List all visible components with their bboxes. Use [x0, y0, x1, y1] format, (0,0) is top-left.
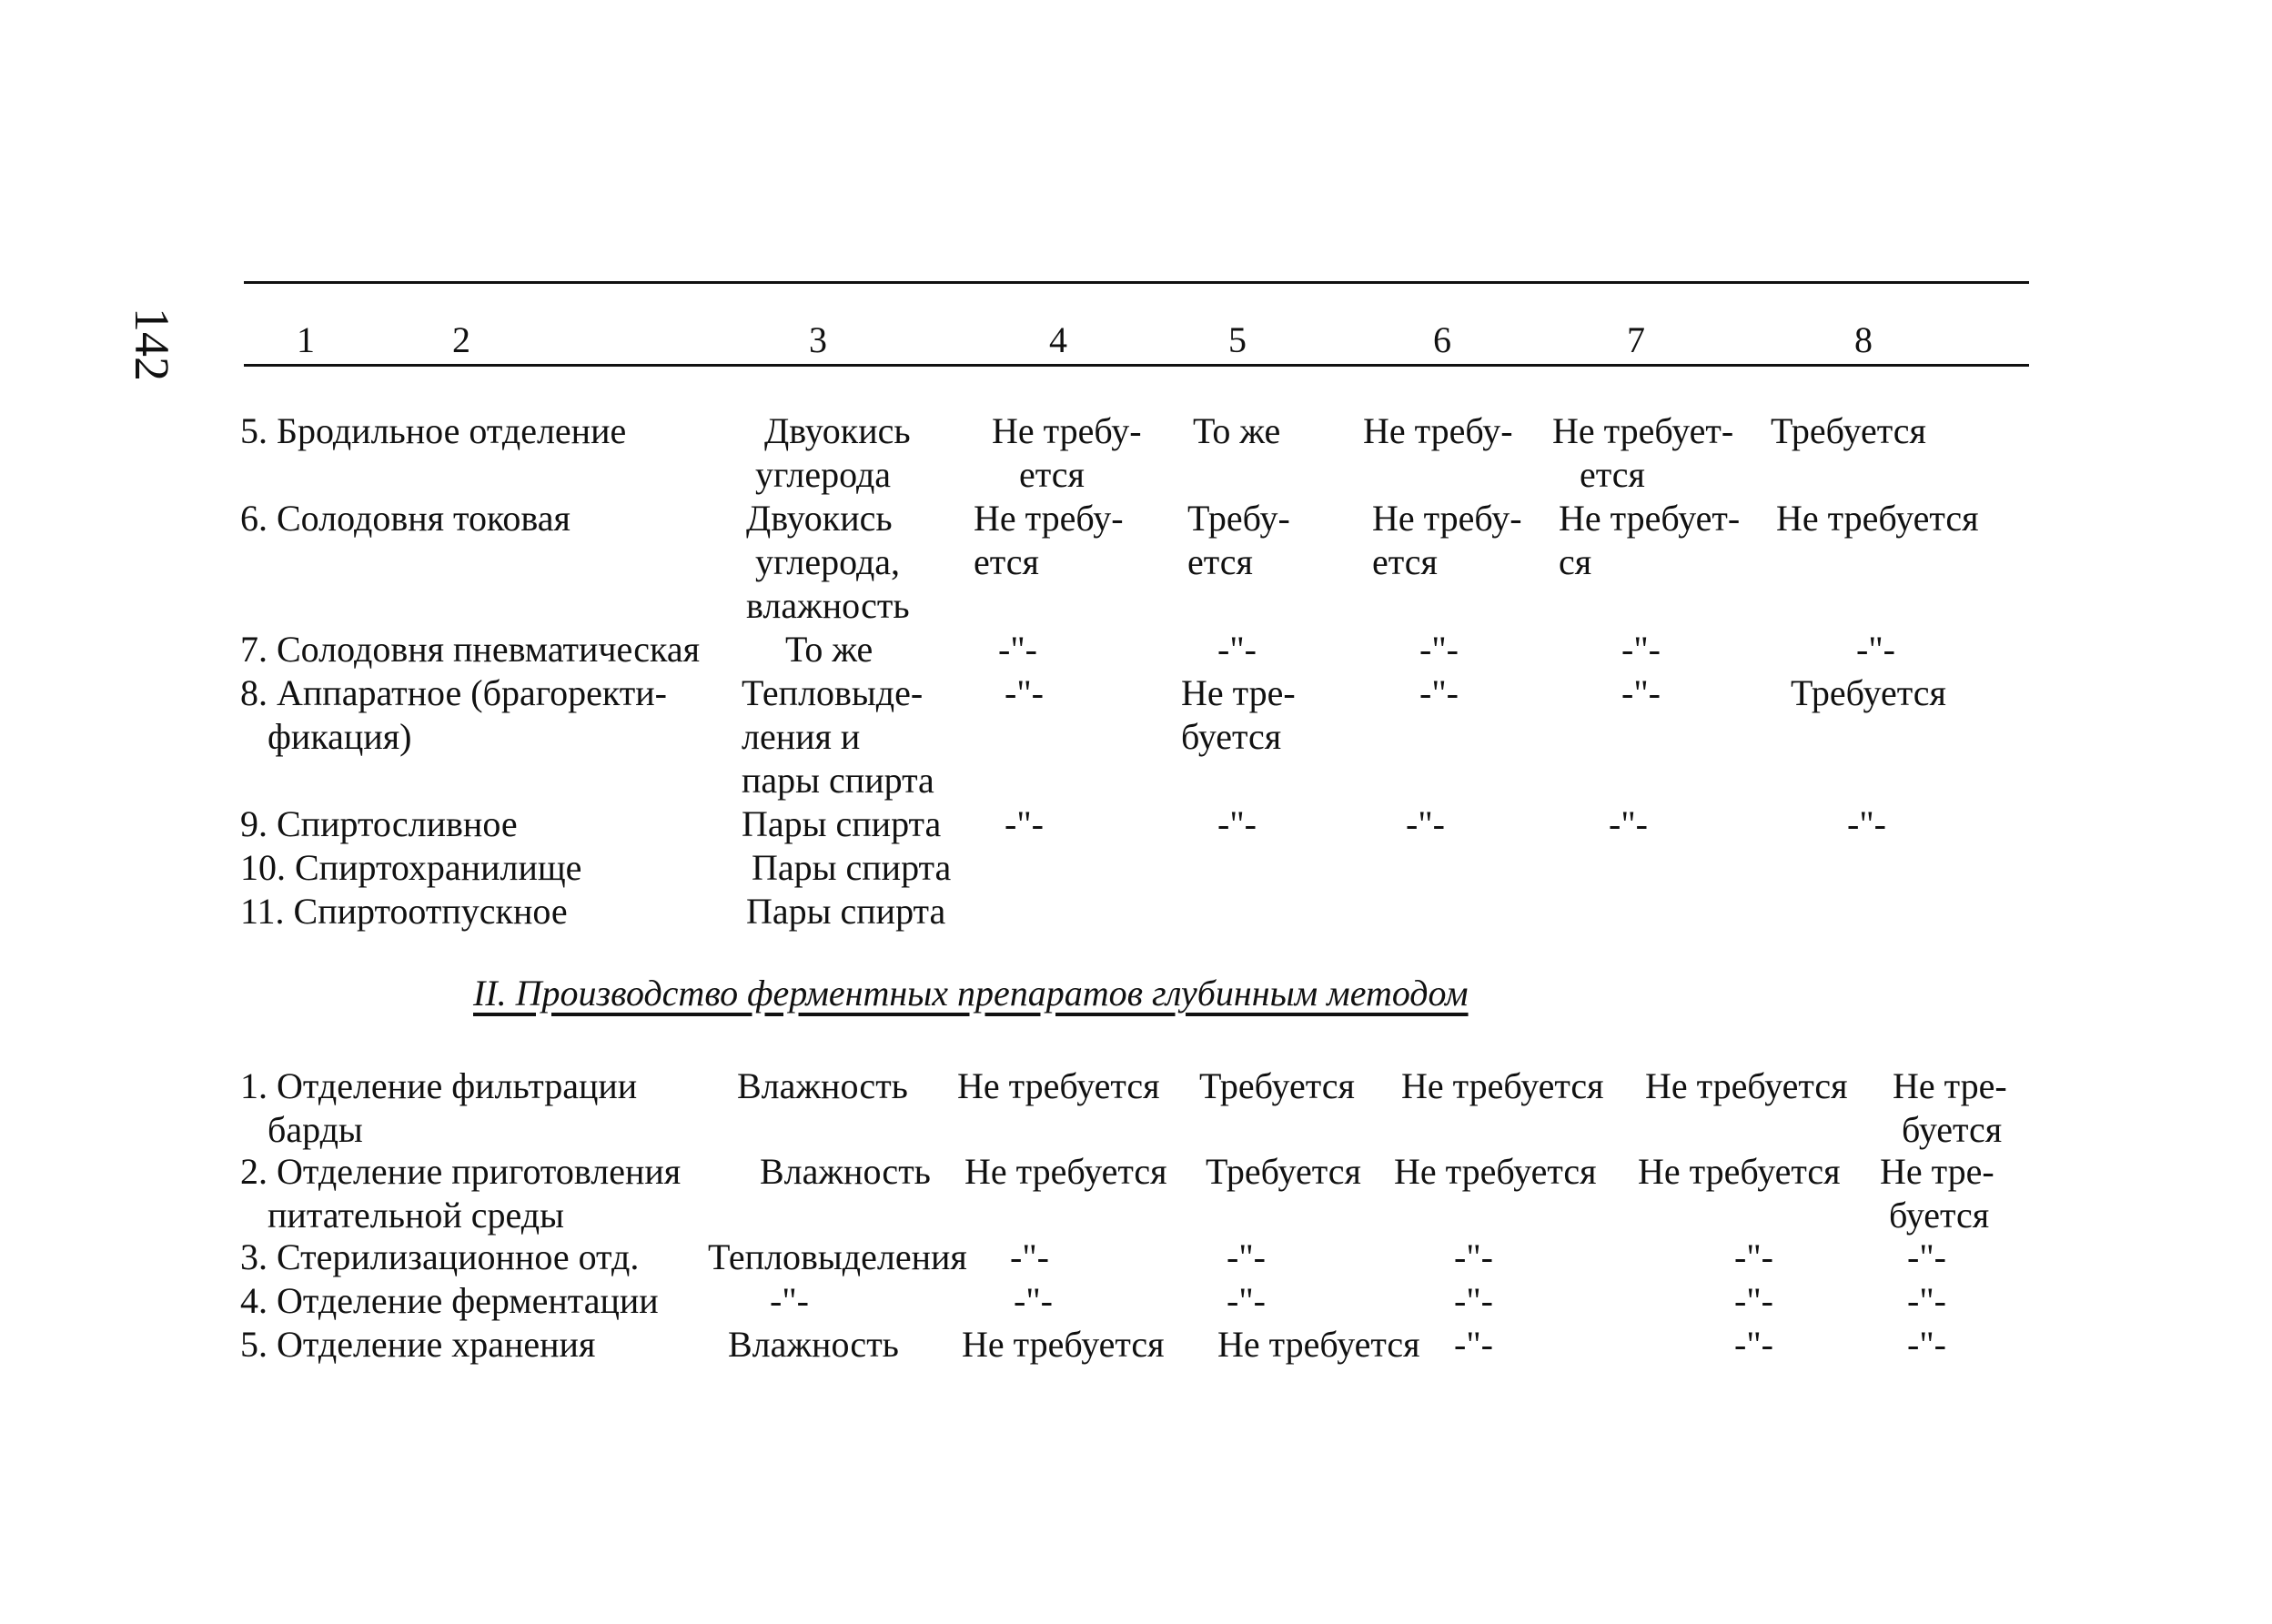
- column-number-2: 2: [452, 319, 470, 360]
- cell-col7: -"-: [1621, 629, 1661, 670]
- cell-col8: -"-: [1907, 1236, 1946, 1277]
- cell-col6: Не требуется: [1401, 1065, 1604, 1106]
- cell-col7: -"-: [1609, 803, 1648, 844]
- cell-col3: Тепловыделения: [708, 1236, 967, 1277]
- cell-col3: Влажность: [737, 1065, 908, 1106]
- cell-col7: Не требуется: [1645, 1065, 1848, 1106]
- cell-col3: -"-: [770, 1280, 809, 1321]
- cell-col4: -"-: [998, 629, 1037, 670]
- table-header-rule: [244, 364, 2029, 367]
- cell-col6: Не требу- ется: [1372, 498, 1522, 582]
- section-title: II. Производство ферментных препаратов глубинным методом: [473, 973, 1469, 1014]
- cell-col7: Не требует- ется: [1552, 410, 1734, 495]
- cell-col5: -"-: [1227, 1236, 1266, 1277]
- cell-col3: Пары спирта: [742, 803, 942, 844]
- row-name: 5. Отделение хранения: [240, 1324, 596, 1365]
- cell-col3: Влажность: [728, 1324, 899, 1365]
- cell-col6: -"-: [1419, 672, 1459, 713]
- cell-col3: Тепловыде- ления и пары спирта: [742, 672, 934, 801]
- cell-col8: -"-: [1907, 1324, 1946, 1365]
- cell-col3: Влажность: [760, 1151, 931, 1192]
- cell-col7: -"-: [1734, 1236, 1773, 1277]
- cell-col5: Не требуется: [1217, 1324, 1420, 1365]
- column-number-4: 4: [1049, 319, 1067, 360]
- table-top-rule: [244, 281, 2029, 284]
- cell-col7: -"-: [1621, 672, 1661, 713]
- row-name: 2. Отделение приготовления питательной среды: [240, 1151, 682, 1236]
- column-number-6: 6: [1433, 319, 1451, 360]
- column-number-7: 7: [1627, 319, 1645, 360]
- row-name: 1. Отделение фильтрации барды: [240, 1065, 638, 1150]
- cell-col6: -"-: [1454, 1280, 1493, 1321]
- cell-col6: -"-: [1419, 629, 1459, 670]
- cell-col8: Не требуется: [1776, 498, 1979, 539]
- cell-col6: -"-: [1454, 1324, 1493, 1365]
- column-number-5: 5: [1228, 319, 1247, 360]
- cell-col8: Не тре- буется: [1893, 1065, 2007, 1150]
- cell-col5: -"-: [1217, 803, 1257, 844]
- cell-col4: -"-: [1010, 1236, 1049, 1277]
- cell-col8: Требуется: [1771, 410, 1926, 451]
- cell-col8: -"-: [1907, 1280, 1946, 1321]
- cell-col7: Не требуется: [1638, 1151, 1841, 1192]
- row-name: 10. Спиртохранилище: [240, 847, 582, 888]
- cell-col4: -"-: [1014, 1280, 1053, 1321]
- row-name: 6. Солодовня токовая: [240, 498, 571, 539]
- cell-col4: Не требуется: [964, 1151, 1167, 1192]
- cell-col5: Не тре- буется: [1181, 672, 1296, 757]
- cell-col5: Требу- ется: [1187, 498, 1290, 582]
- cell-col8: Требуется: [1791, 672, 1946, 713]
- cell-col3: Двуокись углерода: [755, 410, 911, 495]
- cell-col8: -"-: [1847, 803, 1886, 844]
- cell-col5: Требуется: [1206, 1151, 1361, 1192]
- row-name: 9. Спиртосливное: [240, 803, 518, 844]
- cell-col3: Пары спирта: [746, 891, 946, 932]
- cell-col5: -"-: [1217, 629, 1257, 670]
- cell-col3: Пары спирта: [752, 847, 952, 888]
- cell-col6: Не требуется: [1394, 1151, 1597, 1192]
- row-name: 5. Бродильное отделение: [240, 410, 627, 451]
- cell-col3: Двуокись углерода, влажность: [746, 498, 910, 626]
- cell-col6: Не требу-: [1363, 410, 1513, 451]
- cell-col4: Не требу- ется: [992, 410, 1142, 495]
- cell-col7: -"-: [1734, 1324, 1773, 1365]
- cell-col6: -"-: [1454, 1236, 1493, 1277]
- cell-col7: -"-: [1734, 1280, 1773, 1321]
- column-number-8: 8: [1854, 319, 1873, 360]
- column-number-1: 1: [297, 319, 315, 360]
- row-name: 8. Аппаратное (брагоректи- фикация): [240, 672, 668, 757]
- row-name: 11. Спиртоотпускное: [240, 891, 568, 932]
- cell-col4: Не требуется: [957, 1065, 1160, 1106]
- cell-col6: -"-: [1406, 803, 1445, 844]
- cell-col5: Требуется: [1199, 1065, 1355, 1106]
- page-number: 142: [125, 308, 179, 381]
- cell-col4: -"-: [1005, 672, 1044, 713]
- column-number-3: 3: [809, 319, 827, 360]
- cell-col4: Не требуется: [962, 1324, 1165, 1365]
- row-name: 4. Отделение ферментации: [240, 1280, 659, 1321]
- cell-col5: То же: [1193, 410, 1281, 451]
- cell-col8: -"-: [1856, 629, 1895, 670]
- row-name: 3. Стерилизационное отд.: [240, 1236, 640, 1277]
- cell-col8: Не тре- буется: [1880, 1151, 1994, 1236]
- row-name: 7. Солодовня пневматическая: [240, 629, 701, 670]
- cell-col5: -"-: [1227, 1280, 1266, 1321]
- cell-col4: -"-: [1005, 803, 1044, 844]
- cell-col3: То же: [785, 629, 873, 670]
- cell-col4: Не требу- ется: [974, 498, 1124, 582]
- cell-col7: Не требует- ся: [1559, 498, 1741, 582]
